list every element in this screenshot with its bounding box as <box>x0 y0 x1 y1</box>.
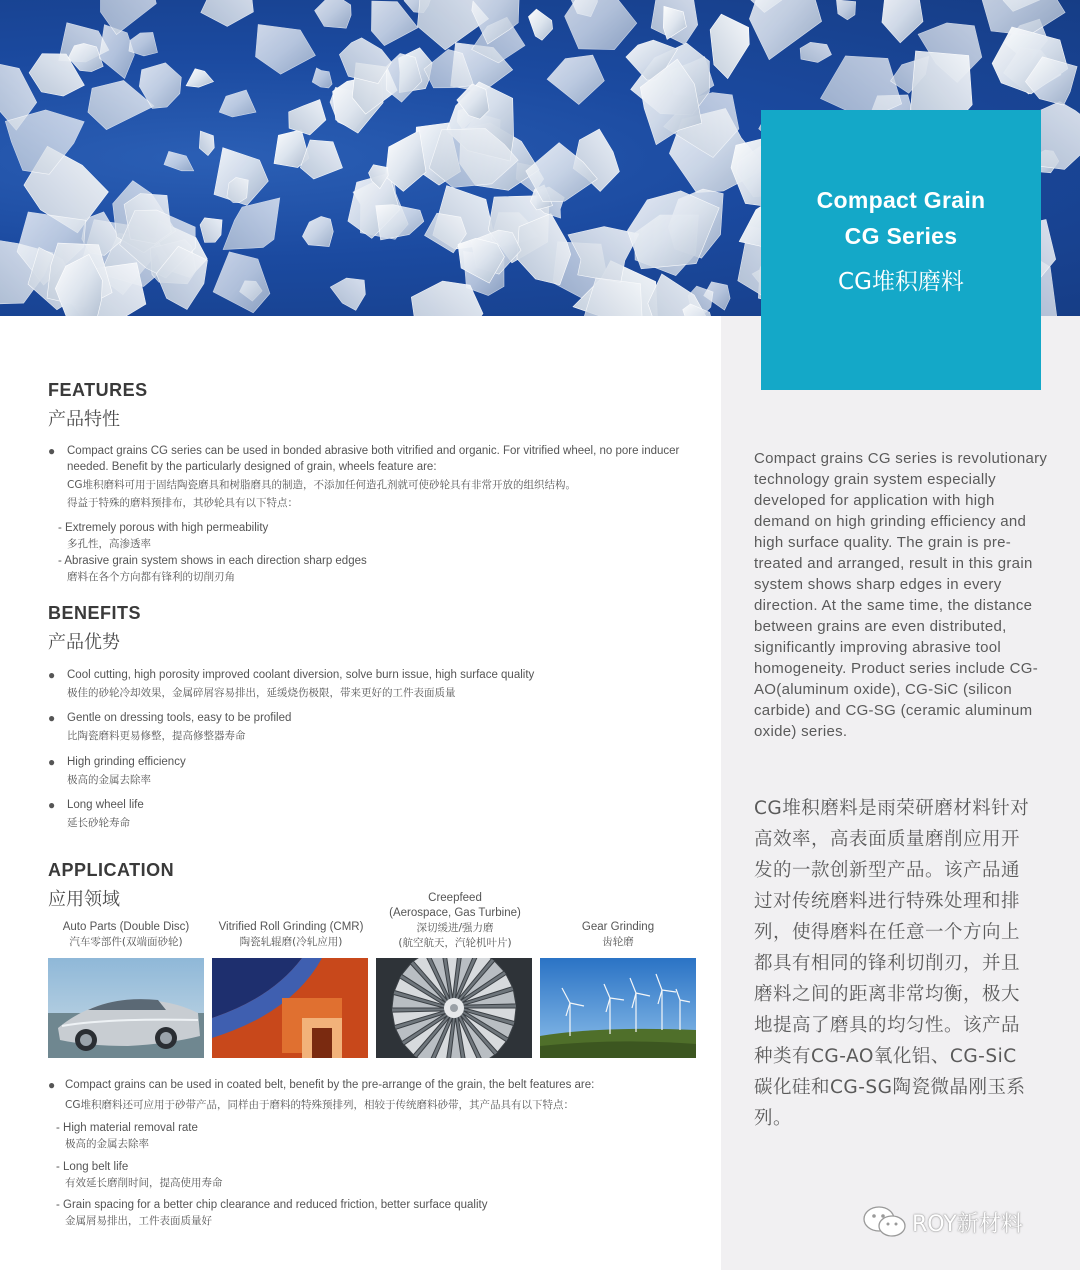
benefit-item-text: Cool cutting, high porosity improved coolant diversion, solve burn issue, high surface quality <box>67 669 535 681</box>
crystal-grain <box>213 252 270 313</box>
features-bullet-text: Compact grains CG series can be used in bonded abrasive both vitrified and organic. For vitrified wheel, no pore inducer needed. Benefit by the particularly designed of grain, wheels feature are: <box>67 445 680 473</box>
app-image-turbine <box>376 958 532 1058</box>
crystal-grain <box>800 42 831 62</box>
crystal-grain <box>312 68 332 88</box>
app-label-en: Creepfeed <box>428 892 482 904</box>
app-label-en: Auto Parts (Double Disc) <box>62 921 190 933</box>
crystal-grain <box>627 191 719 269</box>
crystal-grain <box>223 198 280 250</box>
app-label-cn: 陶瓷轧辊磨(冷轧应用) <box>239 936 343 948</box>
crystal-grain <box>517 214 571 285</box>
crystal-grain <box>219 90 256 117</box>
benefit-item-text: Gentle on dressing tools, easy to be profiled <box>67 712 292 724</box>
bullet-dot: ● <box>48 444 56 458</box>
app-label-creepfeed <box>376 891 534 951</box>
title-line-1: Compact Grain <box>816 187 986 213</box>
bullet-dot: ● <box>48 711 56 725</box>
crystal-grain <box>186 69 213 88</box>
crystal-grain <box>330 278 365 310</box>
features-bullet <box>48 443 698 511</box>
belt-item: - High material removal rate 极高的金属去除率 <box>56 1120 696 1152</box>
benefit-item-cn: 极佳的砂轮冷却效果，金属碎屑容易排出，延缓烧伤极限，带来更好的工件表面质量 <box>67 687 456 699</box>
feature-item-text: Abrasive grain system shows in each direction sharp edges <box>64 555 367 567</box>
footer-brand[interactable] <box>862 1205 1023 1239</box>
crystal-grain <box>836 0 855 20</box>
series-title-box <box>761 110 1041 390</box>
benefit-item-text: High grinding efficiency <box>67 756 186 768</box>
benefit-item <box>48 667 698 701</box>
crystal-grain <box>315 0 352 28</box>
crystal-grain <box>547 55 604 104</box>
crystal-grain <box>289 100 326 135</box>
bullet-dot: ● <box>48 755 56 769</box>
app-label-cn: (航空航天，汽轮机叶片) <box>398 937 512 949</box>
belt-item-cn: 极高的金属去除率 <box>65 1138 149 1150</box>
crystal-grain <box>164 151 194 170</box>
app-label-auto-parts <box>48 920 204 950</box>
belt-item-cn: 有效延长磨削时间，提高使用寿命 <box>65 1177 223 1189</box>
features-bullet-cn1: CG堆积磨料可用于固结陶瓷磨具和树脂磨具的制造，不添加任何造孔剂就可使砂轮具有非常开放的组织结构。 <box>67 479 576 491</box>
feature-item-cn: 多孔性，高渗透率 <box>67 538 151 550</box>
bullet-dot: ● <box>48 1078 56 1092</box>
footer-brand-text: ROY新材料 <box>912 1211 1023 1237</box>
belt-item-cn: 金属屑易排出，工件表面质量好 <box>65 1215 212 1227</box>
feature-item: - Abrasive grain system shows in each direction sharp edges 磨料在各个方向都有锋利的切削刃角 <box>58 553 698 585</box>
belt-item-text: High material removal rate <box>63 1122 198 1134</box>
crystal-grain <box>710 14 749 79</box>
features-bullet-cn2: 得益于特殊的磨料预排布，其砂轮具有以下特点： <box>67 497 298 509</box>
app-image-roll <box>212 958 368 1058</box>
wechat-icon <box>862 1205 908 1239</box>
benefit-item-cn: 极高的金属去除率 <box>67 774 151 786</box>
bullet-dot: ● <box>48 668 56 682</box>
app-label-en: Gear Grinding <box>581 921 655 933</box>
features-heading: FEATURES <box>48 380 148 400</box>
sidebar-description-en: Compact grains CG series is revolutionary technology grain system especially developed for application with high demand on high grinding efficiency and high surface quality. The grain is pre-treated and arranged, result in this grain system shows sharp edges in every direction. At the same time, the distance between grains are even distributed, significantly improving abrasive tool homogeneity. Product series include CG-AO(aluminum oxide), CG-SiC (silicon carbide) and CG-SG (ceramic aluminum oxide) series. <box>754 450 1048 740</box>
app-image-wind <box>540 958 696 1058</box>
title-line-cn: CG堆积磨料 <box>838 269 964 295</box>
sidebar-description-cn: CG堆积磨料是雨荣研磨材料针对高效率，高表面质量磨削应用开发的一款创新型产品。该产品通过对传统磨料进行特殊处理和排列，使得磨料在任意一个方向上都具有相同的锋利切削刃，并且磨料之间的距离非常均衡，极大地提高了磨具的均匀性。该产品种类有CG-AO氧化铝、CG-SiC碳化硅和CG-SG陶瓷微晶刚玉系列。 <box>754 798 1030 1129</box>
app-label-cn: 齿轮磨 <box>602 936 634 948</box>
application-heading: APPLICATION <box>48 860 175 880</box>
crystal-grain <box>565 0 637 50</box>
belt-item: - Grain spacing for a better chip clearance and reduced friction, better surface quality 金属屑易排出，工件表面质量好 <box>56 1197 696 1229</box>
crystal-grain <box>528 9 552 40</box>
benefit-item-cn: 延长砂轮寿命 <box>67 817 130 829</box>
feature-item-text: Extremely porous with high permeability <box>65 522 269 534</box>
title-line-2: CG Series <box>844 223 958 249</box>
crystal-grain <box>201 0 254 26</box>
benefit-item-cn: 比陶瓷磨料更易修整，提高修整器寿命 <box>67 730 246 742</box>
crystal-grain <box>199 131 214 156</box>
belt-item-text: Grain spacing for a better chip clearance and reduced friction, better surface quality <box>63 1199 488 1211</box>
belt-bullet-cn: CG堆积磨料还可应用于砂带产品，同样由于磨料的特殊预排列，相较于传统磨料砂带，其产品具有以下特点： <box>65 1099 574 1111</box>
feature-item-cn: 磨料在各个方向都有锋利的切削刃角 <box>67 571 235 583</box>
crystal-grain <box>256 25 316 75</box>
benefit-item <box>48 754 698 788</box>
app-image-car <box>48 958 204 1058</box>
application-heading-cn: 应用领域 <box>48 889 120 910</box>
crystal-grain <box>376 205 424 240</box>
benefits-heading: BENEFITS <box>48 603 142 623</box>
app-label-gear-grinding <box>540 920 696 950</box>
benefits-heading-cn: 产品优势 <box>48 632 120 653</box>
belt-bullet-text: Compact grains can be used in coated belt, benefit by the pre-arrange of the grain, the belt features are: <box>65 1079 595 1091</box>
crystal-grain <box>882 0 923 43</box>
belt-item: - Long belt life 有效延长磨削时间，提高使用寿命 <box>56 1159 696 1191</box>
app-label-cn: 汽车零部件(双端面砂轮) <box>69 936 183 948</box>
crystal-grain <box>300 140 342 179</box>
belt-bullet <box>48 1077 698 1113</box>
crystal-grain <box>302 216 333 246</box>
benefit-item <box>48 797 698 831</box>
feature-item: - Extremely porous with high permeability 多孔性，高渗透率 <box>58 520 698 552</box>
app-label-cn: 深切缓进/强力磨 <box>416 922 494 934</box>
benefit-item <box>48 710 698 744</box>
app-label-roll-grinding <box>205 920 377 950</box>
benefit-item-text: Long wheel life <box>67 799 144 811</box>
features-heading-cn: 产品特性 <box>48 409 120 430</box>
crystal-grain <box>129 32 158 56</box>
app-label-en: (Aerospace, Gas Turbine) <box>389 907 521 919</box>
bullet-dot: ● <box>48 798 56 812</box>
app-label-en: Vitrified Roll Grinding (CMR) <box>218 921 364 933</box>
crystal-grain <box>200 218 222 243</box>
belt-item-text: Long belt life <box>63 1161 129 1173</box>
